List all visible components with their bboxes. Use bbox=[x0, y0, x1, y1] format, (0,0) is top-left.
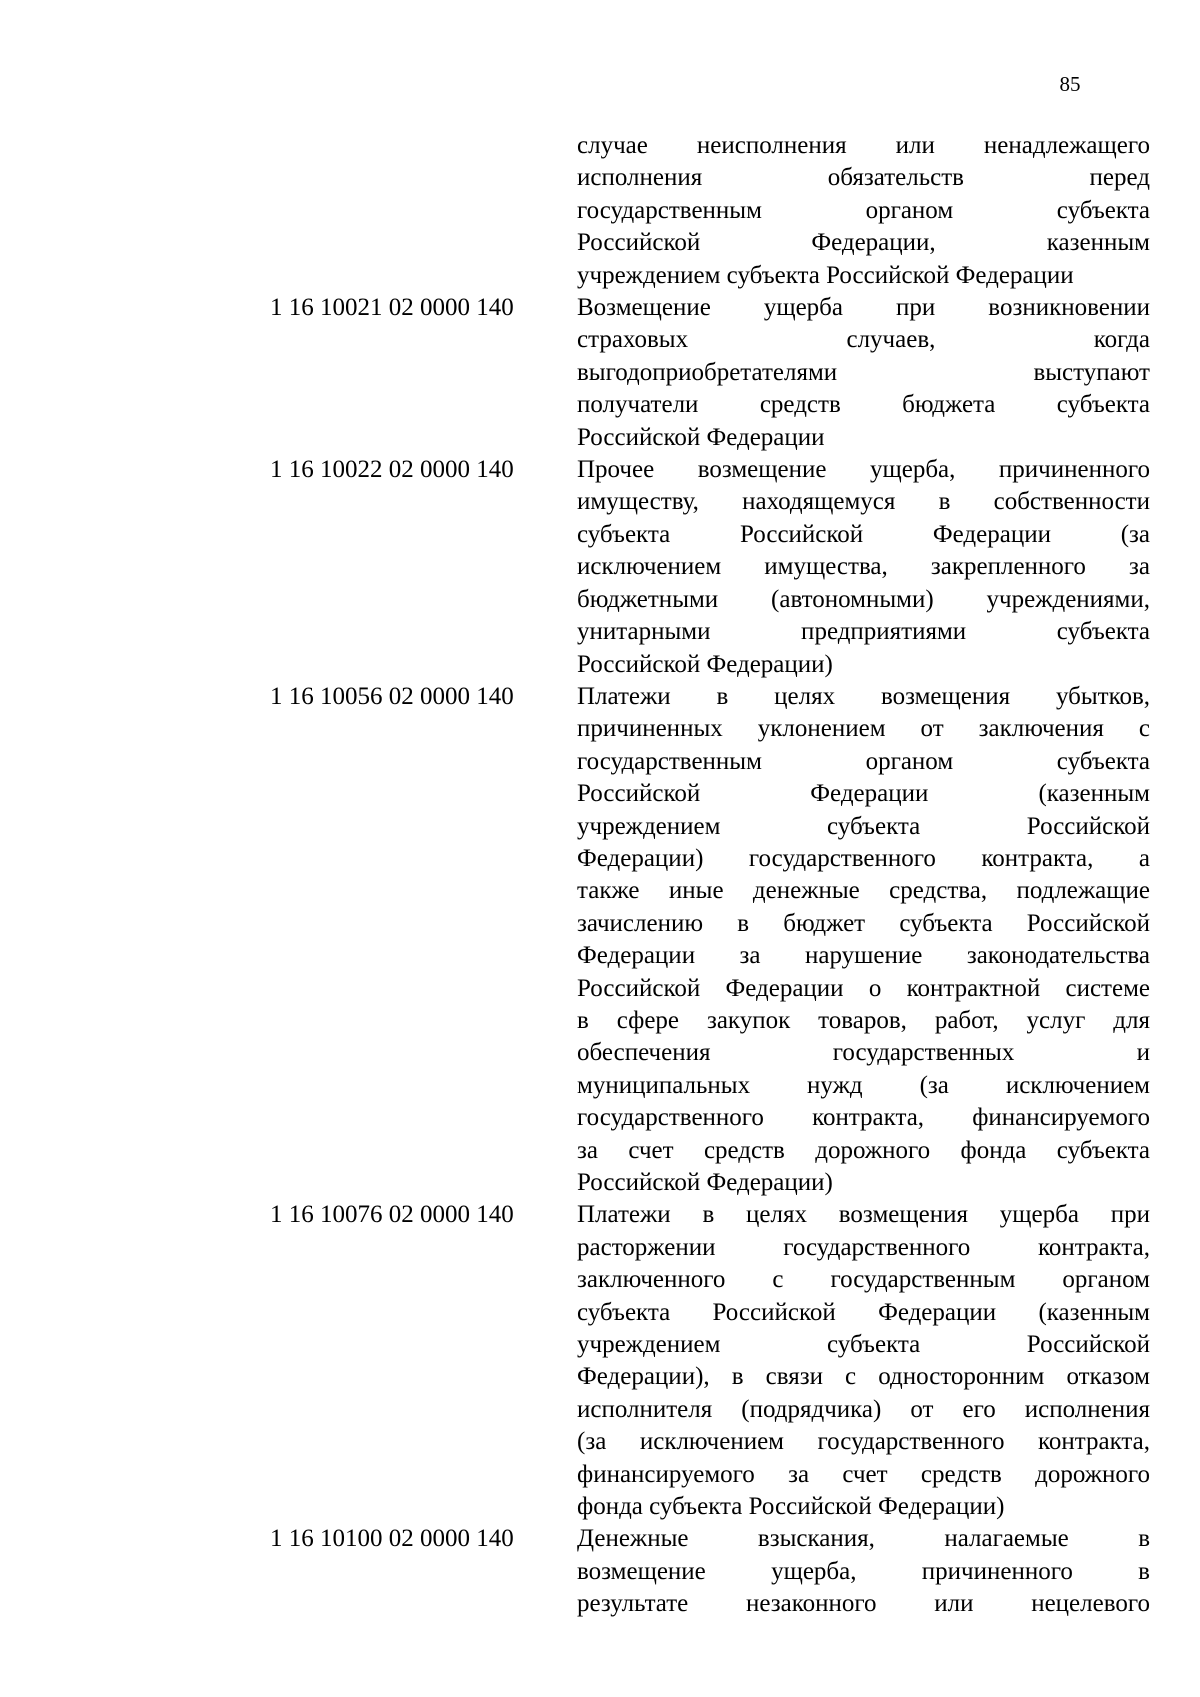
description-line: Возмещение ущерба при возникновении bbox=[577, 294, 1150, 322]
description-line: зачислению в бюджет субъекта Российской bbox=[577, 909, 1150, 937]
description-line: в сфере закупок товаров, работ, услуг для bbox=[577, 1006, 1150, 1034]
description-line: Федерации), в связи с односторонним отказом bbox=[577, 1363, 1150, 1391]
description-line: результате незаконного или нецелевого bbox=[577, 1590, 1150, 1618]
description-line: учреждением субъекта Российской bbox=[577, 812, 1150, 840]
description-line: государственным органом субъекта bbox=[577, 747, 1150, 775]
description-line: причиненных уклонением от заключения с bbox=[577, 715, 1150, 743]
table-row bbox=[270, 1199, 1150, 1523]
description-line: заключенного с государственным органом bbox=[577, 1266, 1150, 1294]
description-line: исключением имущества, закрепленного за bbox=[577, 553, 1150, 581]
description-line: случае неисполнения или ненадлежащего bbox=[577, 132, 1150, 159]
description-line: (за исключением государственного контракта, bbox=[577, 1428, 1150, 1456]
page-number: 85 bbox=[1059, 72, 1081, 96]
description-line: Федерации) государственного контракта, а bbox=[577, 844, 1150, 872]
income-description bbox=[577, 454, 1150, 681]
budget-classification-code: 1 16 10022 02 0000 140 bbox=[270, 456, 514, 484]
description-line: муниципальных нужд (за исключением bbox=[577, 1071, 1150, 1099]
description-line: Российской Федерации bbox=[577, 423, 825, 451]
description-line: Российской Федерации о контрактной системе bbox=[577, 974, 1150, 1002]
description-line: Российской Федерации) bbox=[577, 650, 833, 678]
income-description bbox=[577, 292, 1150, 454]
description-line: Федерации за нарушение законодательства bbox=[577, 942, 1150, 970]
description-line: субъекта Российской Федерации (казенным bbox=[577, 1298, 1150, 1326]
description-line: Платежи в целях возмещения убытков, bbox=[577, 682, 1150, 710]
budget-classification-code: 1 16 10076 02 0000 140 bbox=[270, 1201, 514, 1229]
description-line: за счет средств дорожного фонда субъекта bbox=[577, 1136, 1150, 1164]
description-line: государственного контракта, финансируемого bbox=[577, 1104, 1150, 1132]
description-line: Денежные взыскания, налагаемые в bbox=[577, 1525, 1150, 1553]
income-description bbox=[577, 130, 1150, 292]
description-line: унитарными предприятиями субъекта bbox=[577, 618, 1150, 646]
description-line: учреждением субъекта Российской Федерации bbox=[577, 261, 1074, 289]
description-line: субъекта Российской Федерации (за bbox=[577, 520, 1150, 548]
description-line: финансируемого за счет средств дорожного bbox=[577, 1460, 1150, 1488]
budget-classification-code: 1 16 10056 02 0000 140 bbox=[270, 682, 514, 710]
description-line: также иные денежные средства, подлежащие bbox=[577, 877, 1150, 905]
description-line: государственным органом субъекта bbox=[577, 196, 1150, 224]
table-row bbox=[270, 454, 1150, 681]
description-line: учреждением субъекта Российской bbox=[577, 1331, 1150, 1359]
description-line: исполнителя (подрядчика) от его исполнения bbox=[577, 1395, 1150, 1423]
budget-classification-code: 1 16 10021 02 0000 140 bbox=[270, 294, 514, 322]
description-line: Российской Федерации, казенным bbox=[577, 229, 1150, 257]
description-line: возмещение ущерба, причиненного в bbox=[577, 1557, 1150, 1585]
description-line: обеспечения государственных и bbox=[577, 1039, 1150, 1067]
income-description bbox=[577, 1199, 1150, 1523]
description-line: Платежи в целях возмещения ущерба при bbox=[577, 1201, 1150, 1229]
income-description bbox=[577, 1523, 1150, 1620]
income-description bbox=[577, 681, 1150, 1200]
table-row bbox=[270, 681, 1150, 1200]
description-line: расторжении государственного контракта, bbox=[577, 1233, 1150, 1261]
description-line: получатели средств бюджета субъекта bbox=[577, 391, 1150, 419]
table-row bbox=[270, 130, 1150, 292]
description-line: Российской Федерации) bbox=[577, 1169, 833, 1196]
description-line: бюджетными (автономными) учреждениями, bbox=[577, 585, 1150, 613]
description-line: выгодоприобретателями выступают bbox=[577, 358, 1150, 386]
description-line: фонда субъекта Российской Федерации) bbox=[577, 1493, 1005, 1521]
description-line: страховых случаев, когда bbox=[577, 326, 1150, 354]
table-row bbox=[270, 1523, 1150, 1620]
description-line: исполнения обязательств перед bbox=[577, 164, 1150, 192]
table-row bbox=[270, 292, 1150, 454]
description-line: Российской Федерации (казенным bbox=[577, 780, 1150, 808]
budget-classification-code: 1 16 10100 02 0000 140 bbox=[270, 1525, 514, 1553]
budget-code-table bbox=[270, 130, 1150, 1621]
description-line: имуществу, находящемуся в собственности bbox=[577, 488, 1150, 516]
description-line: Прочее возмещение ущерба, причиненного bbox=[577, 456, 1150, 484]
